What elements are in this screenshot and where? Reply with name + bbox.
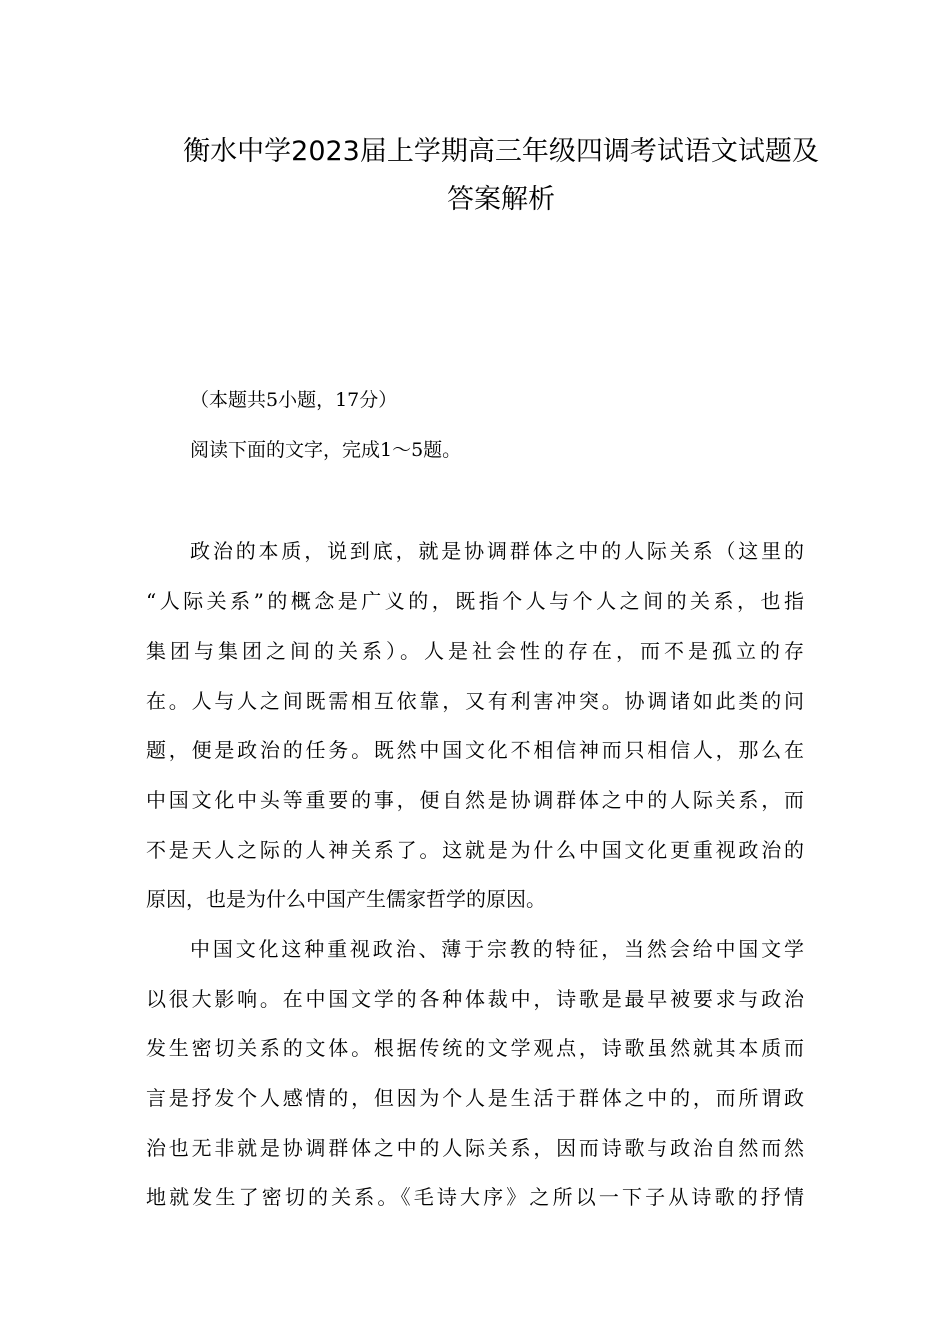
passage-line: 言是抒发个人感情的，但因为个人是生活于群体之中的，而所谓政 (146, 1086, 804, 1110)
passage-line: 集团与集团之间的关系）。人是社会性的存在，而不是孤立的存 (146, 639, 804, 663)
passage-line: “人际关系”的概念是广义的，既指个人与个人之间的关系，也指 (146, 589, 804, 613)
passage-line: 题，便是政治的任务。既然中国文化不相信神而只相信人，那么在 (146, 738, 804, 762)
passage-line: 原因，也是为什么中国产生儒家哲学的原因。 (146, 887, 546, 911)
document-title-line-1: 衡水中学2023届上学期高三年级四调考试语文试题及 (183, 136, 819, 167)
passage-line: 地就发生了密切的关系。《毛诗大序》之所以一下子从诗歌的抒情 (146, 1185, 804, 1209)
passage-line: 在。人与人之间既需相互依靠，又有利害冲突。协调诸如此类的问 (146, 689, 804, 713)
document-title-line-2: 答案解析 (447, 184, 555, 215)
passage-line: 中国文化这种重视政治、薄于宗教的特征，当然会给中国文学 (190, 937, 804, 961)
passage-line: 以很大影响。在中国文学的各种体裁中，诗歌是最早被要求与政治 (146, 987, 804, 1011)
passage-line: 发生密切关系的文体。根据传统的文学观点，诗歌虽然就其本质而 (146, 1036, 804, 1060)
passage-line: 不是天人之际的人神关系了。这就是为什么中国文化更重视政治的 (146, 838, 804, 862)
section-score-note: （本题共5小题，17分） (190, 389, 398, 411)
passage-line: 治也无非就是协调群体之中的人际关系，因而诗歌与政治自然而然 (146, 1136, 804, 1160)
passage-line: 中国文化中头等重要的事，便自然是协调群体之中的人际关系，而 (146, 788, 804, 812)
section-instruction: 阅读下面的文字，完成1～5题。 (190, 439, 462, 461)
passage-line: 政治的本质，说到底，就是协调群体之中的人际关系（这里的 (190, 539, 804, 563)
